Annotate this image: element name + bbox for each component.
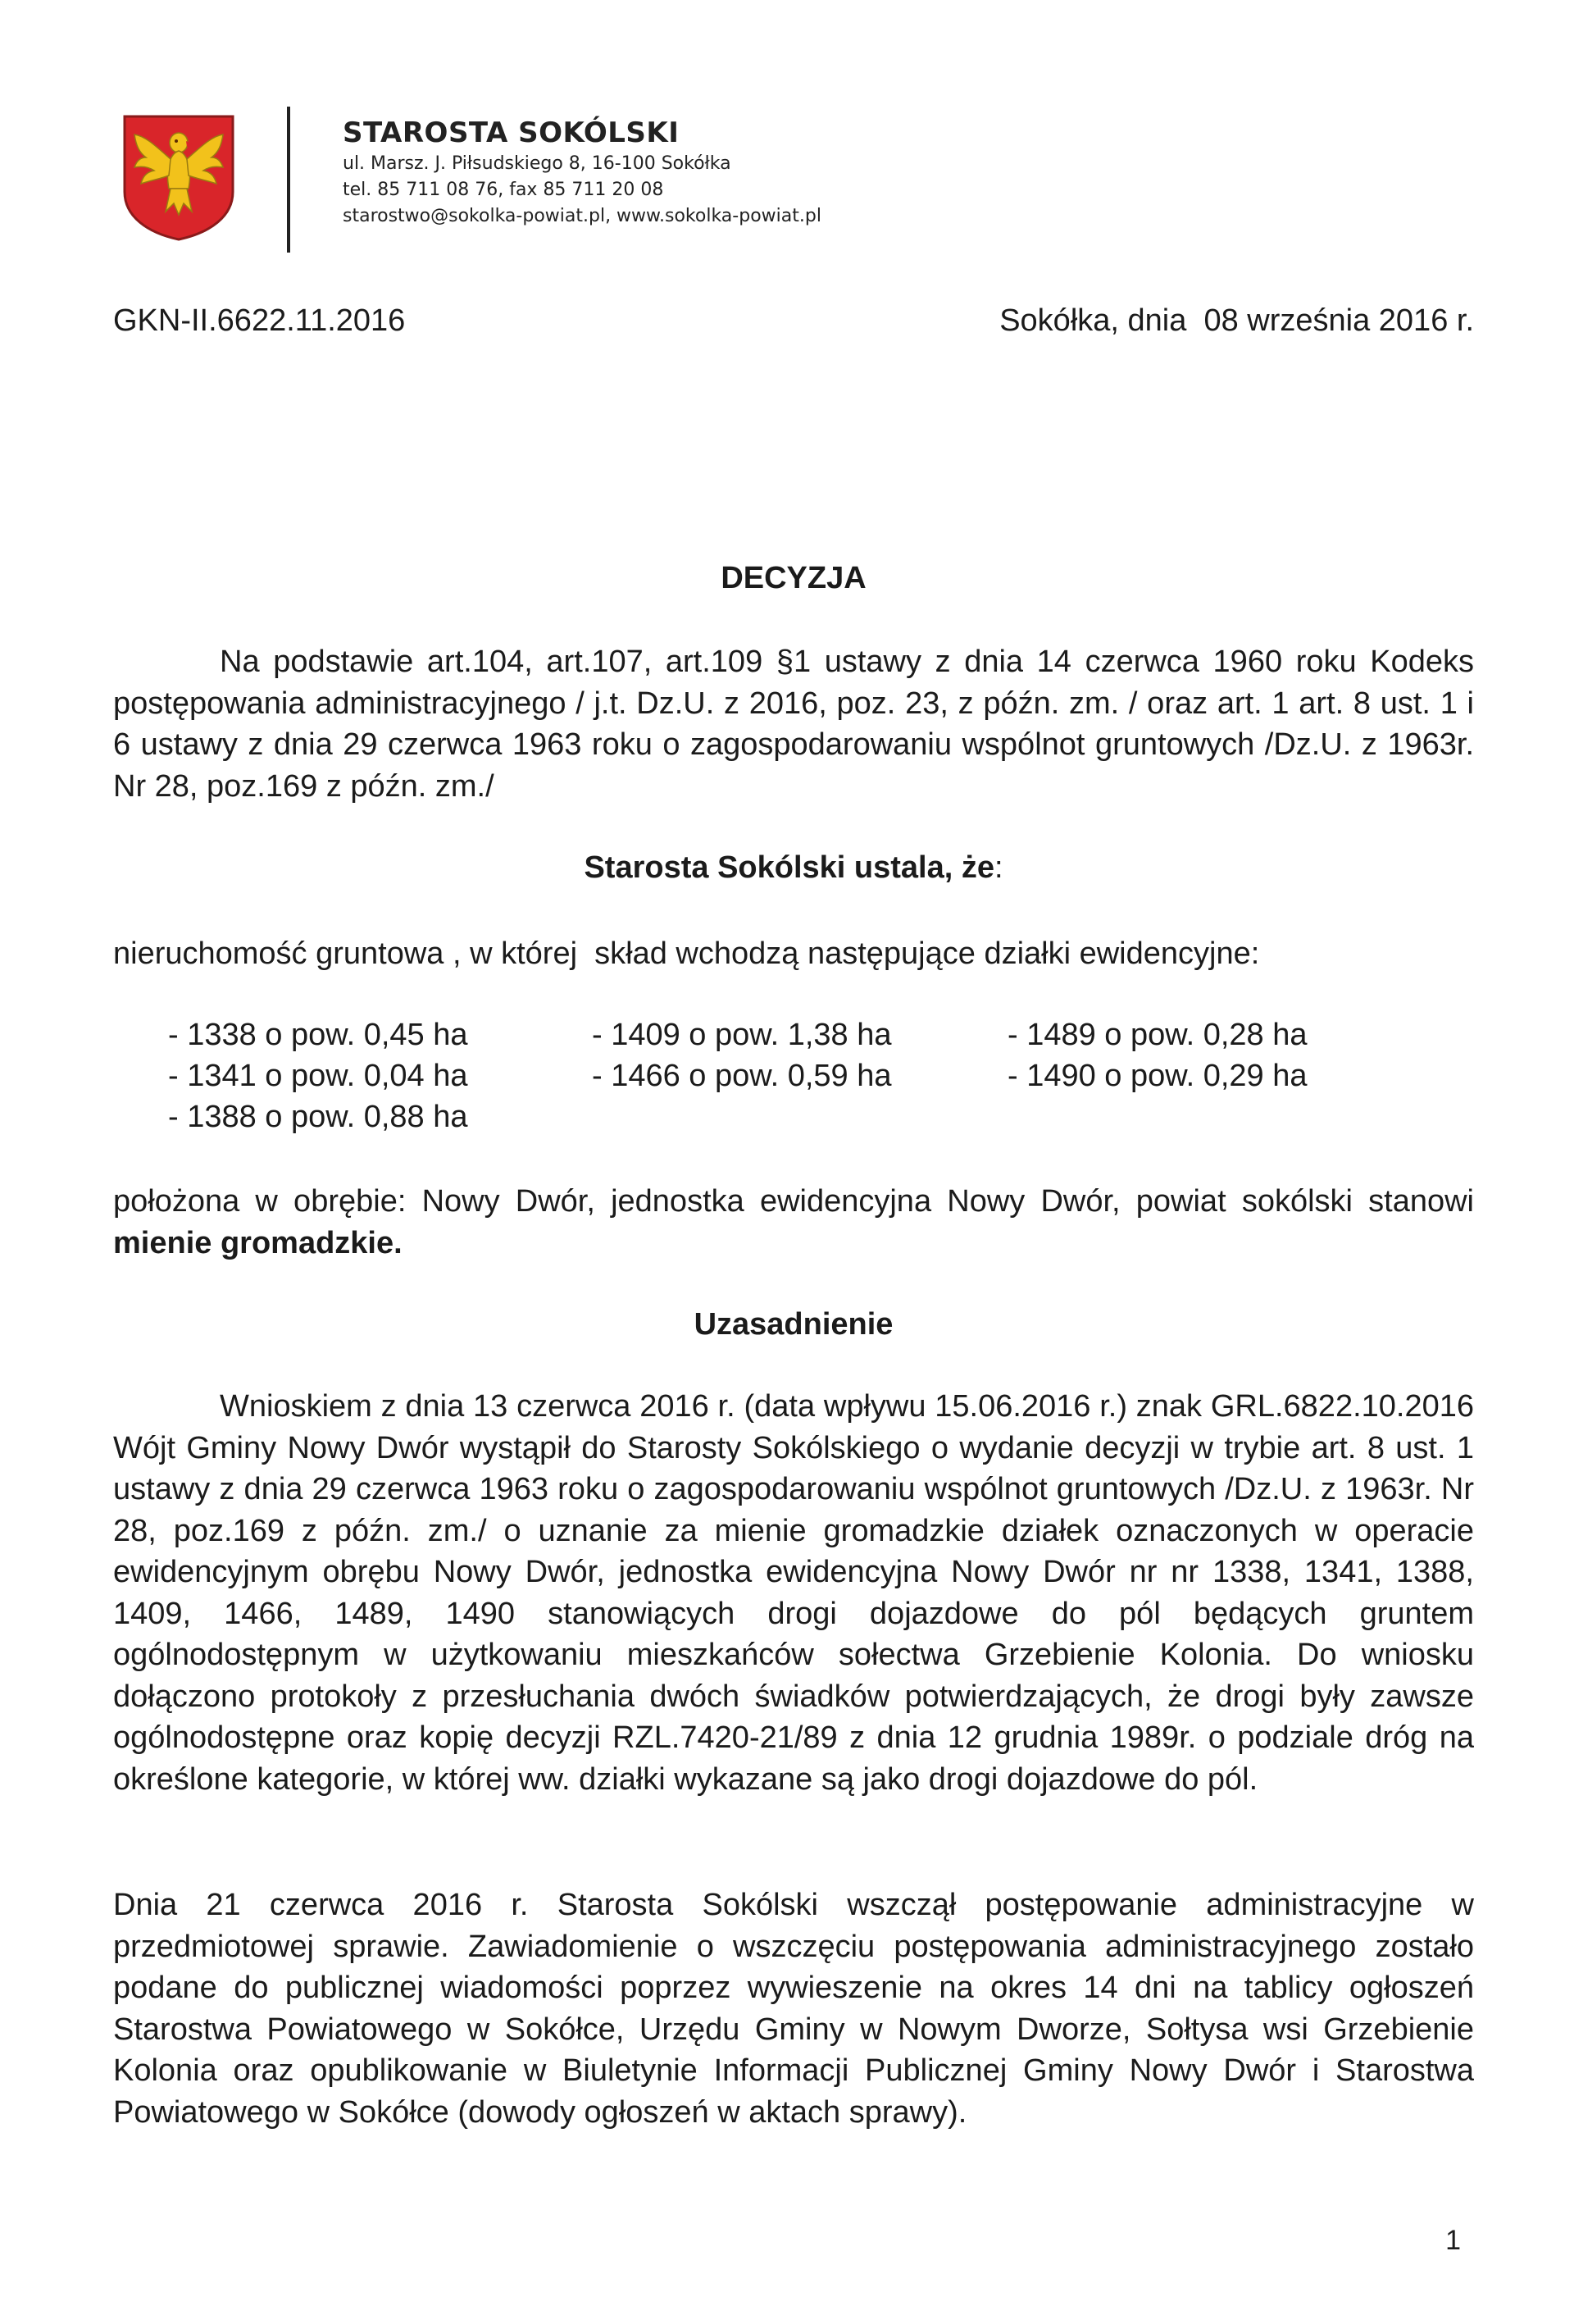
office-phone-fax: tel. 85 711 08 76, fax 85 711 20 08 (343, 180, 664, 200)
plots-row (168, 1096, 1398, 1137)
plot-item: - 1489 o pow. 0,28 ha (1008, 1018, 1308, 1052)
office-address: ul. Marsz. J. Piłsudskiego 8, 16-100 Sokółka (343, 153, 731, 174)
place-date: Sokółka, dnia 08 września 2016 r. (999, 303, 1474, 338)
office-contact: starostwo@sokolka-powiat.pl, www.sokolka-powiat.pl (343, 206, 821, 226)
location-text: położona w obrębie: Nowy Dwór, jednostka ewidencyjna Nowy Dwór, powiat sokólski stanowi (113, 1184, 1474, 1219)
property-intro: nieruchomość gruntowa , w której skład wchodzą następujące działki ewidencyjne: (113, 936, 1260, 971)
decision-title: DECYZJA (721, 561, 867, 595)
justification-paragraph-2: Dnia 21 czerwca 2016 r. Starosta Sokólski wszczął postępowanie administracyjne w przedmiotowej sprawie. Zawiadomienie o wszczęciu postępowania administracyjnego zostało podane do publicznej wiadomości poprzez wywieszenie na okres 14 dni na tablicy ogłoszeń Starostwa Powiatowego w Sokółce, Urzędu Gminy w Nowym Dworze, Sołtysa wsi Grzebienie Kolonia oraz opublikowanie w Biuletynie Informacji Publicznej Gminy Nowy Dwór i Starostwa Powiatowego w Sokółce (dowody ogłoszeń w aktach sprawy). (113, 1888, 1474, 2130)
case-number: GKN-II.6622.11.2016 (113, 303, 406, 338)
justification-paragraph-1: Wnioskiem z dnia 13 czerwca 2016 r. (data wpływu 15.06.2016 r.) znak GRL.6822.10.2016 Wójt Gminy Nowy Dwór wystąpił do Starosty Sokólskiego o wydanie decyzji w trybie art. 8 ust. 1 ustawy z dnia 29 czerwca 1963 roku o zagospodarowaniu wspólnot gruntowych /Dz.U. z 1963r. Nr 28, poz.169 z późn. zm./ o uznanie za mienie gromadzkie działek oznaczonych w operacie ewidencyjnym obrębu Nowy Dwór, jednostka ewidencyjna Nowy Dwór nr nr 1338, 1341, 1388, 1409, 1466, 1489, 1490 stanowiących drogi dojazdowe do pól będących gruntem ogólnodostępnym w użytkowaniu mieszkańców sołectwa Grzebienie Kolonia. Do wniosku dołączono protokoły z przesłuchania dwóch świadków potwierdzających, że drogi były zawsze ogólnodostępne oraz kopię decyzji RZL.7420-21/89 z dnia 12 grudnia 1989r. o podziale dróg na określone kategorie, w której ww. działki wykazane są jako drogi dojazdowe do pól. (113, 1389, 1474, 1797)
page-number: 1 (1445, 2225, 1461, 2256)
office-name: STAROSTA SOKÓLSKI (343, 116, 680, 149)
plots-list (168, 1014, 1398, 1137)
property-status: mienie gromadzkie. (113, 1225, 403, 1260)
letterhead (343, 115, 1080, 230)
plot-item: - 1490 o pow. 0,29 ha (1008, 1059, 1308, 1093)
plot-item: - 1341 o pow. 0,04 ha (168, 1059, 468, 1093)
plot-item: - 1388 o pow. 0,88 ha (168, 1100, 468, 1134)
ruling-heading-colon: : (994, 850, 1003, 885)
plot-item: - 1338 o pow. 0,45 ha (168, 1018, 468, 1052)
ruling-heading-text: Starosta Sokólski ustala, że (584, 850, 994, 885)
ruling-heading (113, 847, 1474, 888)
plots-row (168, 1014, 1398, 1055)
legal-basis-paragraph: Na podstawie art.104, art.107, art.109 §1 ustawy z dnia 14 czerwca 1960 roku Kodeks postępowania administracyjnego / j.t. Dz.U. z 2016, poz. 23, z późn. zm. / oraz art. 1 art. 8 ust. 1 i 6 ustawy z dnia 29 czerwca 1963 roku o zagospodarowaniu wspólnot gruntowych /Dz.U. z 1963r. Nr 28, poz.169 z późn. zm./ (113, 645, 1474, 804)
reference-row (113, 300, 1474, 341)
coat-of-arms-eagle-icon (121, 113, 236, 241)
letterhead-divider (287, 107, 290, 253)
location-paragraph (113, 1181, 1474, 1264)
plots-row (168, 1055, 1398, 1096)
plot-item: - 1409 o pow. 1,38 ha (592, 1018, 892, 1052)
plot-item: - 1466 o pow. 0,59 ha (592, 1059, 892, 1093)
justification-title: Uzasadnienie (694, 1307, 894, 1342)
